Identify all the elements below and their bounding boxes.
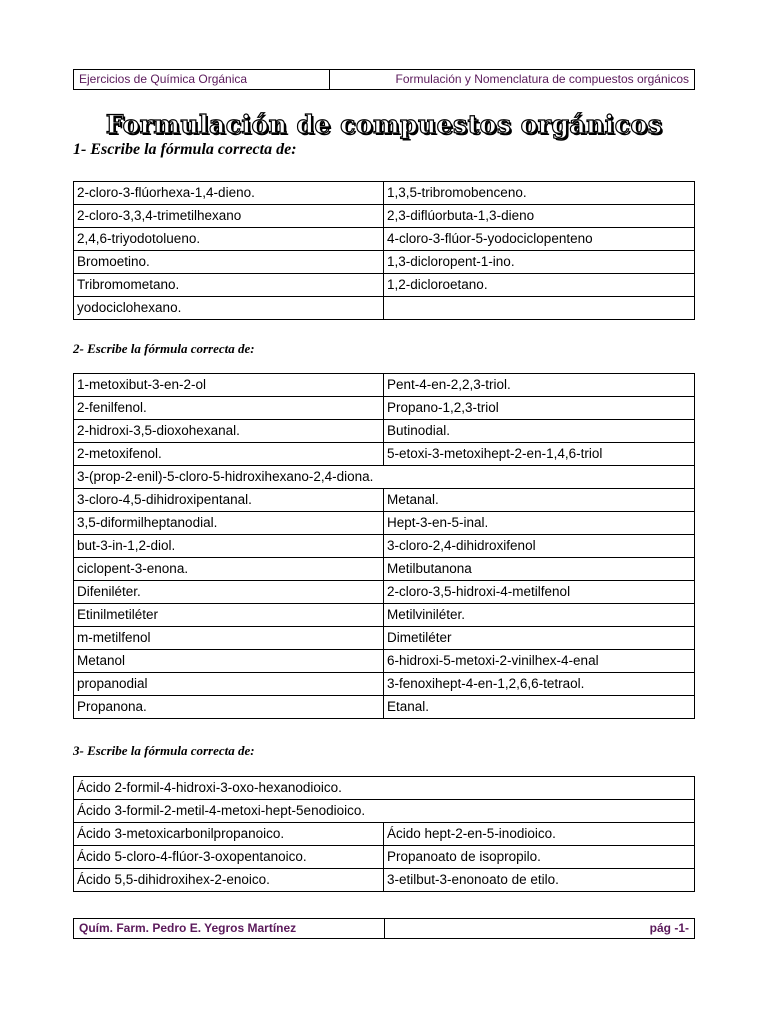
compound-name-cell: Etinilmetiléter — [74, 604, 384, 627]
compound-name-cell: Ácido hept-2-en-5-inodioico. — [384, 823, 695, 846]
section1-heading: 1- Escribe la fórmula correcta de: — [73, 141, 297, 158]
compound-name-cell: 3-fenoxihept-4-en-1,2,6,6-tetraol. — [384, 673, 695, 696]
compound-name-cell: 2-cloro-3,5-hidroxi-4-metilfenol — [384, 581, 695, 604]
table-row — [74, 466, 695, 489]
compound-name-cell: 2-cloro-3-flúorhexa-1,4-dieno. — [74, 182, 384, 205]
compound-name-cell: Metilviniléter. — [384, 604, 695, 627]
table-row — [74, 489, 695, 512]
table-row — [74, 800, 695, 823]
compound-name-cell: propanodial — [74, 673, 384, 696]
table-row — [74, 512, 695, 535]
table-row — [74, 397, 695, 420]
compound-name-cell: 1,3-dicloropent-1-ino. — [384, 251, 695, 274]
compound-name-cell: 1,3,5-tribromobenceno. — [384, 182, 695, 205]
compound-name-cell: 6-hidroxi-5-metoxi-2-vinilhex-4-enal — [384, 650, 695, 673]
table-row — [74, 420, 695, 443]
table-row — [74, 297, 695, 320]
header-topic-title: Formulación y Nomenclatura de compuestos orgánicos — [395, 72, 689, 86]
compound-name-cell: but-3-in-1,2-diol. — [74, 535, 384, 558]
compound-name-cell: Metanol — [74, 650, 384, 673]
compound-name-cell: 2-fenilfenol. — [74, 397, 384, 420]
compound-name-cell: Metanal. — [384, 489, 695, 512]
compound-name-cell: 3-etilbut-3-enonoato de etilo. — [384, 869, 695, 892]
page-title: Formulación de compuestos orgánicos — [105, 110, 663, 139]
compound-name-cell: Difeniléter. — [74, 581, 384, 604]
compound-name-cell: Propano-1,2,3-triol — [384, 397, 695, 420]
compound-name-cell: 5-etoxi-3-metoxihept-2-en-1,4,6-triol — [384, 443, 695, 466]
compound-name-cell: 2-hidroxi-3,5-dioxohexanal. — [74, 420, 384, 443]
section3-heading: 3- Escribe la fórmula correcta de: — [73, 743, 255, 758]
table-row — [74, 205, 695, 228]
table-row — [74, 846, 695, 869]
section3-table — [73, 776, 695, 892]
compound-name-cell: Pent-4-en-2,2,3-triol. — [384, 374, 695, 397]
table-row — [74, 182, 695, 205]
compound-name-cell: 1-metoxibut-3-en-2-ol — [74, 374, 384, 397]
compound-name-cell: 2,3-diflúorbuta-1,3-dieno — [384, 205, 695, 228]
table-row — [74, 604, 695, 627]
table-row — [74, 274, 695, 297]
compound-name-cell: 3-cloro-2,4-dihidroxifenol — [384, 535, 695, 558]
compound-name-cell — [384, 297, 695, 320]
table-row — [74, 627, 695, 650]
header-course-title: Ejercicios de Química Orgánica — [74, 70, 330, 89]
page-footer — [73, 918, 695, 939]
compound-name-cell: Dimetiléter — [384, 627, 695, 650]
compound-name-cell: ciclopent-3-enona. — [74, 558, 384, 581]
table-row — [74, 696, 695, 719]
table-row — [74, 535, 695, 558]
compound-name-cell: Metilbutanona — [384, 558, 695, 581]
table-row — [74, 823, 695, 846]
compound-name-cell: Ácido 5-cloro-4-flúor-3-oxopentanoico. — [74, 846, 384, 869]
compound-name-cell: 1,2-dicloroetano. — [384, 274, 695, 297]
compound-name-cell: 2,4,6-triyodotolueno. — [74, 228, 384, 251]
table-row — [74, 251, 695, 274]
compound-name-cell: Ácido 3-formil-2-metil-4-metoxi-hept-5enodioico. — [74, 800, 695, 823]
compound-name-cell: m-metilfenol — [74, 627, 384, 650]
compound-name-cell: Etanal. — [384, 696, 695, 719]
compound-name-cell: Tribromometano. — [74, 274, 384, 297]
compound-name-cell: Hept-3-en-5-inal. — [384, 512, 695, 535]
section2-table — [73, 373, 695, 719]
table-row — [74, 558, 695, 581]
compound-name-cell: Butinodial. — [384, 420, 695, 443]
table-row — [74, 869, 695, 892]
table-row — [74, 777, 695, 800]
footer-author: Quím. Farm. Pedro E. Yegros Martínez — [74, 919, 385, 938]
compound-name-cell: Ácido 2-formil-4-hidroxi-3-oxo-hexanodioico. — [74, 777, 695, 800]
compound-name-cell: Ácido 3-metoxicarbonilpropanoico. — [74, 823, 384, 846]
compound-name-cell: yodociclohexano. — [74, 297, 384, 320]
compound-name-cell: 2-cloro-3,3,4-trimetilhexano — [74, 205, 384, 228]
table-row — [74, 374, 695, 397]
table-row — [74, 673, 695, 696]
compound-name-cell: Propanoato de isopropilo. — [384, 846, 695, 869]
compound-name-cell: 4-cloro-3-flúor-5-yodociclopenteno — [384, 228, 695, 251]
section2-heading: 2- Escribe la fórmula correcta de: — [73, 341, 255, 356]
compound-name-cell: Propanona. — [74, 696, 384, 719]
compound-name-cell: 3-(prop-2-enil)-5-cloro-5-hidroxihexano-2,4-diona. — [74, 466, 695, 489]
table-row — [74, 650, 695, 673]
compound-name-cell: 3-cloro-4,5-dihidroxipentanal. — [74, 489, 384, 512]
table-row — [74, 443, 695, 466]
compound-name-cell: 2-metoxifenol. — [74, 443, 384, 466]
compound-name-cell: Ácido 5,5-dihidroxihex-2-enoico. — [74, 869, 384, 892]
page-header — [73, 69, 695, 90]
section1-table — [73, 181, 695, 320]
footer-page-number: pág -1- — [649, 921, 689, 935]
table-row — [74, 228, 695, 251]
compound-name-cell: 3,5-diformilheptanodial. — [74, 512, 384, 535]
table-row — [74, 581, 695, 604]
compound-name-cell: Bromoetino. — [74, 251, 384, 274]
